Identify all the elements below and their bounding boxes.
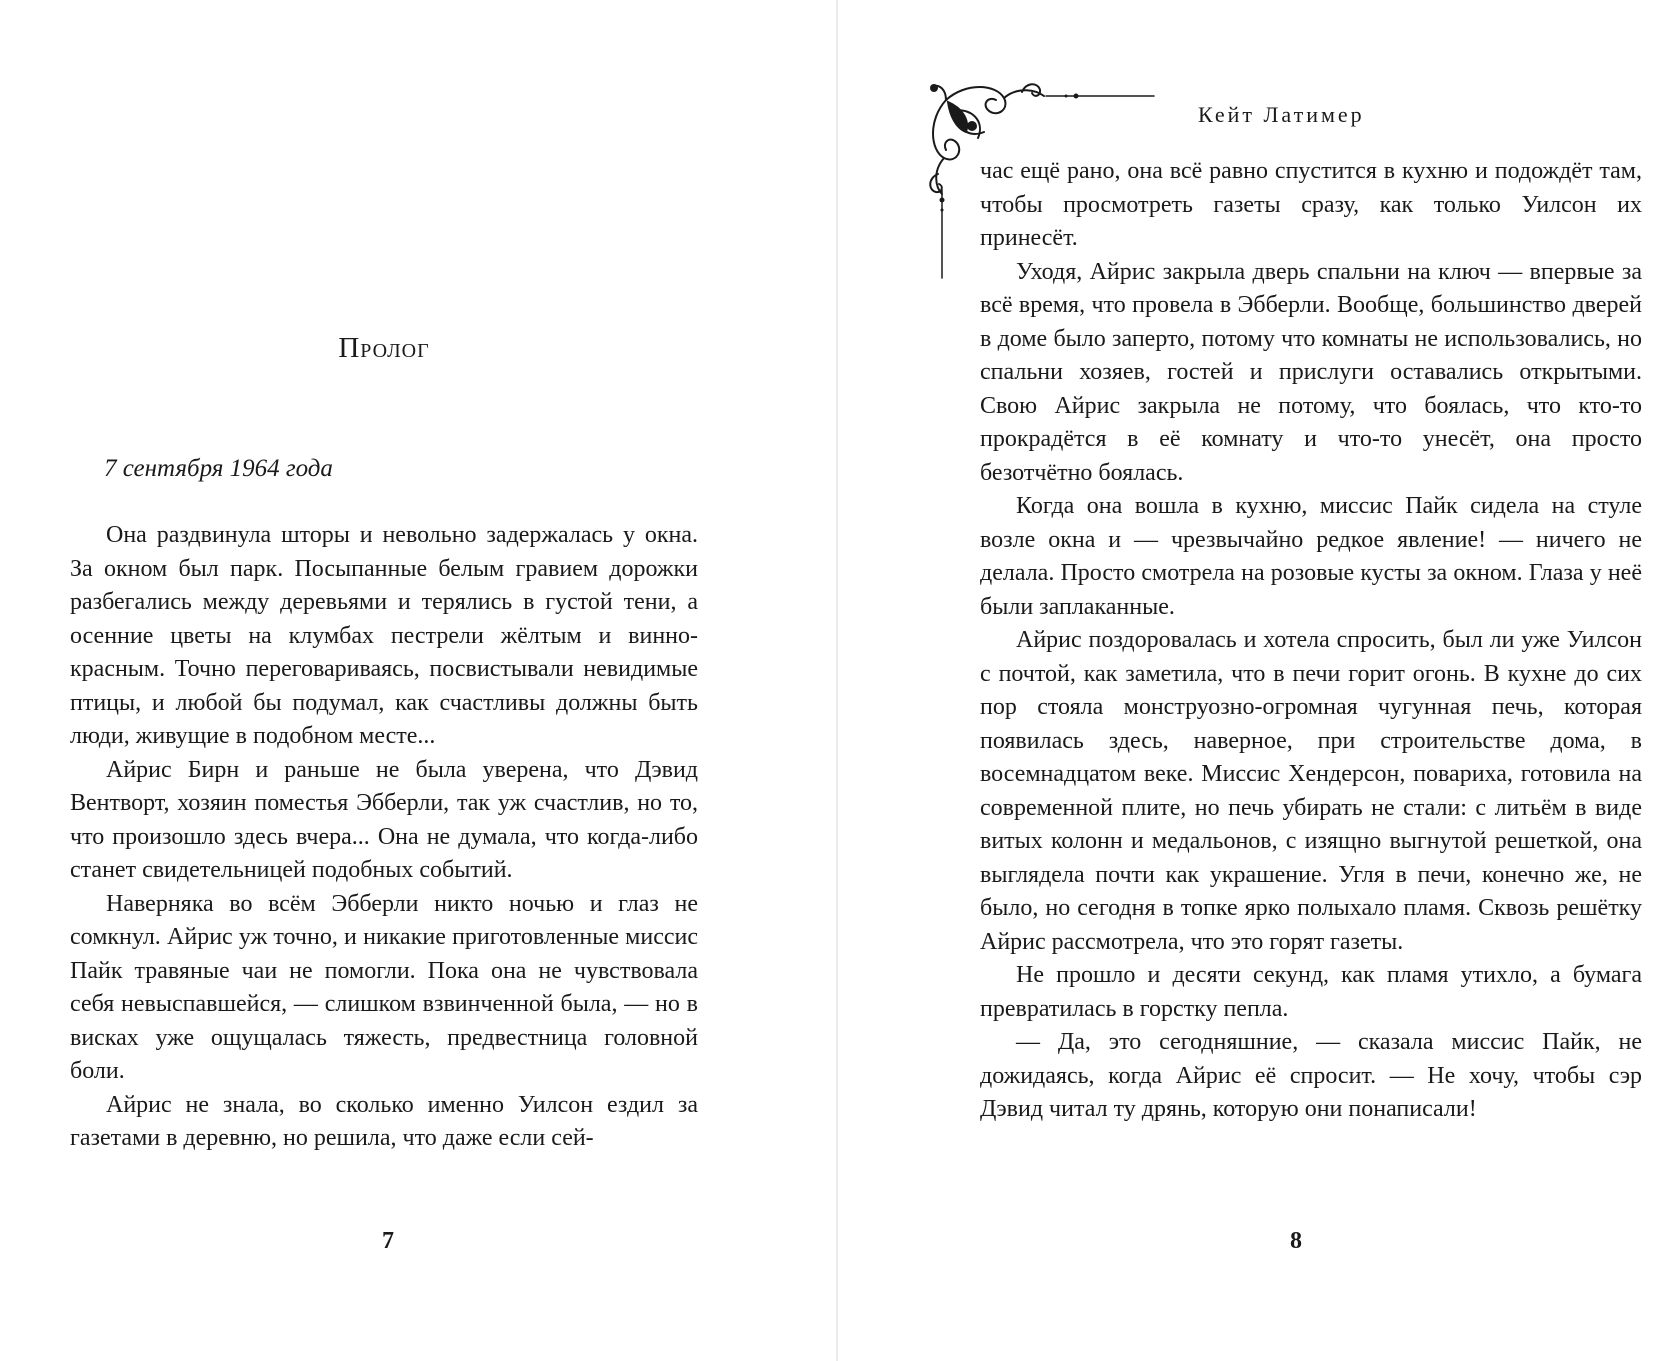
paragraph: Айрис Бирн и раньше не была уверена, что Дэвид Вентворт, хозяин поместья Эбберли, так уж счастлив, но то, что произошло здесь вчера... Она не думала, что когда-либо станет свидетельницей подобных событий. [70,756,698,883]
running-head: Кейт Латимер [1198,102,1365,127]
paragraph: — Да, это сегодняшние, — сказала миссис Пайк, не дожидаясь, когда Айрис её спросит. — Не хочу, чтобы сэр Дэвид читал ту дрянь, которую они понаписали! [980,1029,1642,1122]
paragraph: Когда она вошла в кухню, миссис Пайк сидела на стуле возле окна и — чрезвычайно редкое явление! — ничего не делала. Просто смотрела на розовые кусты за окном. Глаза у неё были заплаканные. [980,493,1642,620]
page-number-left: 7 [382,1228,394,1254]
paragraph: Наверняка во всём Эбберли никто ночью и глаз не сомкнул. Айрис уж точно, и никакие приготовленные миссис Пайк травяные чаи не помогли. Пока она не чувствовала себя невыспавшейся, — слишком взвинченной была, — но в висках уже ощущалась тяжесть, предвестница головной боли. [70,890,698,1084]
left-page-text [70,519,698,1156]
right-page [838,0,1676,1361]
paragraph: Айрис не знала, во сколько именно Уилсон ездил за газетами в деревню, но решила, что даже если сей- [70,1091,698,1151]
paragraph: Уходя, Айрис закрыла дверь спальни на ключ — впервые за всё время, что провела в Эбберли. Вообще, большинство дверей в доме было заперто, потому что комнаты не использовались, но спальни хозяев, гостей и прислуги оставались открытыми. Свою Айрис закрыла не потому, что боялась, что кто-то прокрадётся в её комнату и что-то унесёт, она просто безотчётно боялась. [980,258,1642,486]
right-page-text [980,155,1642,1127]
chapter-date: 7 сентября 1964 года [104,455,333,482]
paragraph: Не прошло и десяти секунд, как пламя утихло, а бумага превратилась в горстку пепла. [980,962,1642,1022]
paragraph: час ещё рано, она всё равно спустится в кухню и подождёт там, чтобы просмотреть газеты сразу, как только Уилсон их принесёт. [980,158,1642,251]
chapter-title: Пролог [338,332,430,364]
paragraph: Айрис поздоровалась и хотела спросить, был ли уже Уилсон с почтой, как заметила, что в печи горит огонь. В кухне до сих пор стояла монструозно-огромная чугунная печь, которая появилась здесь, наверное, при строительстве дома, в восемнадцатом веке. Миссис Хендерсон, повариха, готовила на современной плите, но печь убирать не стали: с литьём в виде витых колонн и медальонов, с изящно выгнутой решеткой, она выглядела почти как украшение. Угля в печи, конечно же, не было, но сегодня в топке ярко полыхало пламя. Сквозь решётку Айрис рассмотрела, что это горят газеты. [980,627,1642,955]
page-number-right: 8 [1290,1228,1302,1254]
paragraph: Она раздвинула шторы и невольно задержалась у окна. За окном был парк. Посыпанные белым гравием дорожки разбегались между деревьями и терялись в густой тени, а осенние цветы на клумбах пестрели жёлтым и винно-красным. Точно переговариваясь, посвистывали невидимые птицы, и любой бы подумал, как счастливы должны быть люди, живущие в подобном месте... [70,522,698,749]
left-page [0,0,836,1361]
